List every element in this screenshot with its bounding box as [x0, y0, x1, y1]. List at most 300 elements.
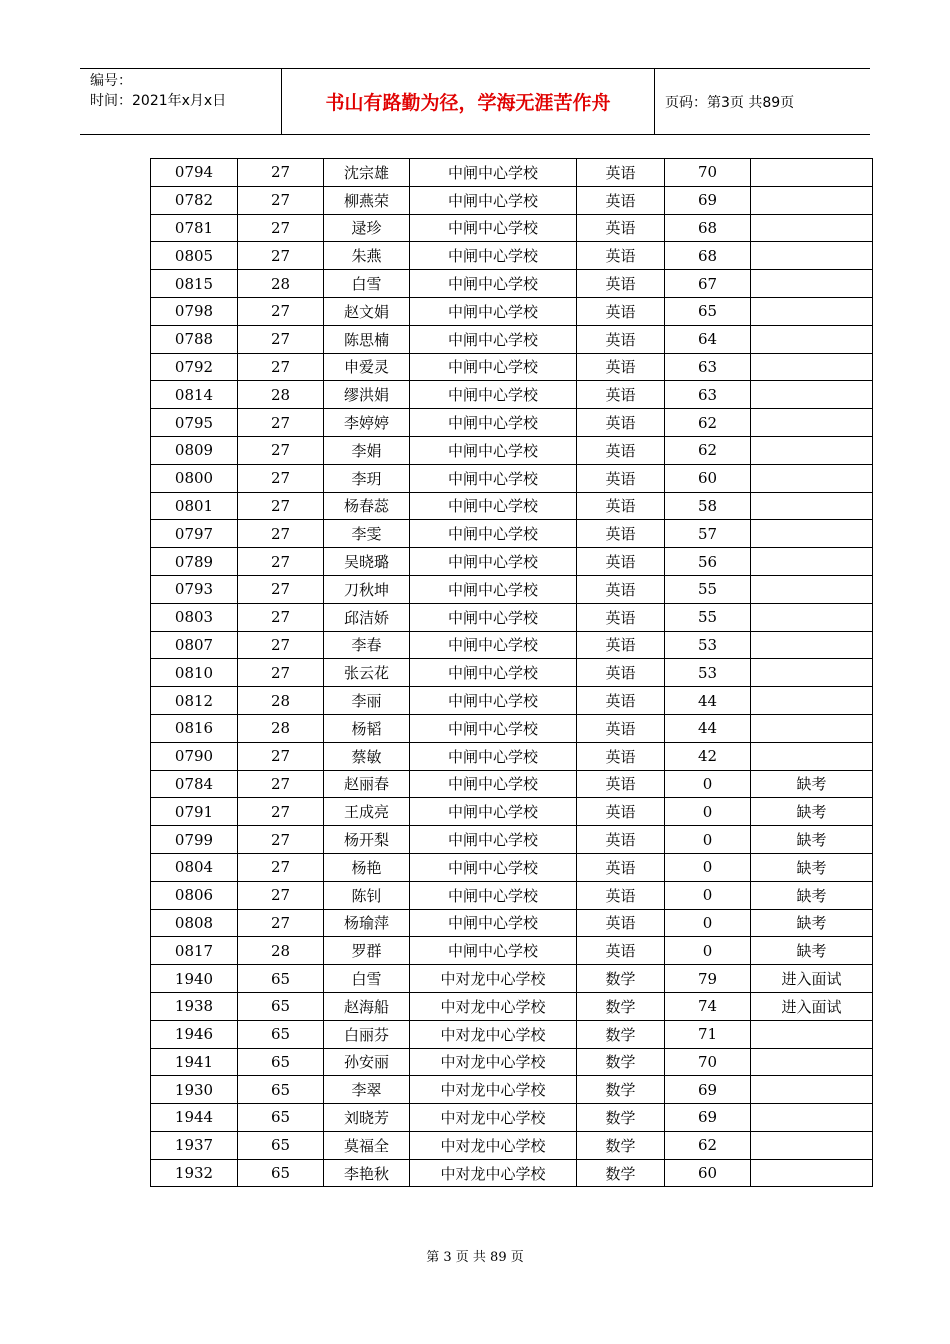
exam-number-cell: 0793	[151, 575, 238, 603]
candidate-name-cell: 杨瑜萍	[324, 909, 410, 937]
score-cell: 0	[665, 798, 751, 826]
subject-cell: 数学	[577, 965, 665, 993]
exam-number-cell: 1944	[151, 1104, 238, 1132]
table-row	[151, 1131, 873, 1159]
score-cell: 69	[665, 1076, 751, 1104]
score-cell: 56	[665, 548, 751, 576]
candidate-name-cell: 杨韬	[324, 714, 410, 742]
exam-number-cell: 0795	[151, 409, 238, 437]
subject-cell: 英语	[577, 520, 665, 548]
exam-number-cell: 0812	[151, 687, 238, 715]
subject-cell: 英语	[577, 492, 665, 520]
table-row	[151, 1159, 873, 1187]
remark-cell	[751, 742, 873, 770]
subject-cell: 数学	[577, 1020, 665, 1048]
table-row	[151, 381, 873, 409]
score-cell: 69	[665, 186, 751, 214]
exam-number-cell: 0816	[151, 714, 238, 742]
score-cell: 74	[665, 992, 751, 1020]
group-code-cell: 27	[238, 520, 324, 548]
score-cell: 64	[665, 325, 751, 353]
table-row	[151, 992, 873, 1020]
exam-number-cell: 0792	[151, 353, 238, 381]
header-page-info: 页码：第3页 共89页	[665, 94, 795, 111]
score-table-body	[151, 159, 873, 1187]
score-cell: 55	[665, 575, 751, 603]
exam-number-cell: 0781	[151, 214, 238, 242]
exam-number-cell: 0791	[151, 798, 238, 826]
score-cell: 63	[665, 353, 751, 381]
group-code-cell: 27	[238, 909, 324, 937]
subject-cell: 英语	[577, 242, 665, 270]
school-cell: 中闸中心学校	[410, 214, 577, 242]
remark-cell	[751, 1131, 873, 1159]
table-row	[151, 575, 873, 603]
remark-cell	[751, 381, 873, 409]
candidate-name-cell: 杨春蕊	[324, 492, 410, 520]
table-row	[151, 409, 873, 437]
score-cell: 0	[665, 826, 751, 854]
candidate-name-cell: 朱燕	[324, 242, 410, 270]
table-row	[151, 603, 873, 631]
subject-cell: 英语	[577, 353, 665, 381]
exam-number-cell: 0799	[151, 826, 238, 854]
group-code-cell: 27	[238, 575, 324, 603]
subject-cell: 英语	[577, 770, 665, 798]
subject-cell: 英语	[577, 742, 665, 770]
score-cell: 79	[665, 965, 751, 993]
exam-number-cell: 0797	[151, 520, 238, 548]
subject-cell: 英语	[577, 937, 665, 965]
table-row	[151, 687, 873, 715]
remark-cell	[751, 520, 873, 548]
group-code-cell: 27	[238, 603, 324, 631]
candidate-name-cell: 李丽	[324, 687, 410, 715]
candidate-name-cell: 罗群	[324, 937, 410, 965]
subject-cell: 数学	[577, 1076, 665, 1104]
table-row	[151, 631, 873, 659]
candidate-name-cell: 赵海船	[324, 992, 410, 1020]
school-cell: 中闸中心学校	[410, 381, 577, 409]
candidate-name-cell: 赵丽春	[324, 770, 410, 798]
exam-number-cell: 1932	[151, 1159, 238, 1187]
table-row	[151, 770, 873, 798]
score-cell: 68	[665, 242, 751, 270]
group-code-cell: 27	[238, 214, 324, 242]
school-cell: 中闸中心学校	[410, 798, 577, 826]
group-code-cell: 28	[238, 937, 324, 965]
subject-cell: 英语	[577, 548, 665, 576]
remark-cell	[751, 159, 873, 187]
group-code-cell: 27	[238, 409, 324, 437]
candidate-name-cell: 白雪	[324, 965, 410, 993]
group-code-cell: 27	[238, 325, 324, 353]
remark-cell: 缺考	[751, 853, 873, 881]
subject-cell: 英语	[577, 325, 665, 353]
subject-cell: 英语	[577, 603, 665, 631]
group-code-cell: 27	[238, 159, 324, 187]
school-cell: 中闸中心学校	[410, 714, 577, 742]
exam-number-cell: 0803	[151, 603, 238, 631]
table-row	[151, 659, 873, 687]
subject-cell: 英语	[577, 659, 665, 687]
group-code-cell: 65	[238, 1076, 324, 1104]
score-table	[150, 158, 873, 1187]
subject-cell: 数学	[577, 1104, 665, 1132]
school-cell: 中闸中心学校	[410, 575, 577, 603]
table-row	[151, 798, 873, 826]
subject-cell: 英语	[577, 270, 665, 298]
score-cell: 42	[665, 742, 751, 770]
group-code-cell: 65	[238, 1104, 324, 1132]
document-number-label: 编号：	[90, 73, 132, 89]
remark-cell	[751, 1104, 873, 1132]
group-code-cell: 27	[238, 242, 324, 270]
school-cell: 中闸中心学校	[410, 242, 577, 270]
subject-cell: 英语	[577, 464, 665, 492]
group-code-cell: 65	[238, 965, 324, 993]
exam-number-cell: 0806	[151, 881, 238, 909]
group-code-cell: 27	[238, 826, 324, 854]
subject-cell: 英语	[577, 409, 665, 437]
table-row	[151, 186, 873, 214]
subject-cell: 数学	[577, 1048, 665, 1076]
subject-cell: 英语	[577, 909, 665, 937]
score-cell: 62	[665, 436, 751, 464]
candidate-name-cell: 陈钊	[324, 881, 410, 909]
remark-cell	[751, 436, 873, 464]
group-code-cell: 28	[238, 714, 324, 742]
table-row	[151, 214, 873, 242]
score-cell: 70	[665, 1048, 751, 1076]
candidate-name-cell: 柳燕荣	[324, 186, 410, 214]
remark-cell	[751, 214, 873, 242]
exam-number-cell: 0789	[151, 548, 238, 576]
exam-number-cell: 0782	[151, 186, 238, 214]
remark-cell	[751, 297, 873, 325]
remark-cell	[751, 1048, 873, 1076]
group-code-cell: 27	[238, 548, 324, 576]
remark-cell: 缺考	[751, 937, 873, 965]
score-cell: 69	[665, 1104, 751, 1132]
remark-cell	[751, 186, 873, 214]
subject-cell: 数学	[577, 1131, 665, 1159]
table-row	[151, 1048, 873, 1076]
exam-number-cell: 0794	[151, 159, 238, 187]
table-row	[151, 492, 873, 520]
subject-cell: 英语	[577, 826, 665, 854]
score-cell: 60	[665, 1159, 751, 1187]
table-row	[151, 270, 873, 298]
school-cell: 中对龙中心学校	[410, 992, 577, 1020]
subject-cell: 英语	[577, 186, 665, 214]
remark-cell: 缺考	[751, 881, 873, 909]
exam-number-cell: 0808	[151, 909, 238, 937]
exam-number-cell: 1941	[151, 1048, 238, 1076]
table-row	[151, 909, 873, 937]
remark-cell: 缺考	[751, 798, 873, 826]
score-cell: 70	[665, 159, 751, 187]
school-cell: 中闸中心学校	[410, 742, 577, 770]
header-left-cell	[80, 69, 282, 134]
exam-number-cell: 1930	[151, 1076, 238, 1104]
school-cell: 中闸中心学校	[410, 159, 577, 187]
group-code-cell: 65	[238, 992, 324, 1020]
candidate-name-cell: 邱洁娇	[324, 603, 410, 631]
table-row	[151, 826, 873, 854]
table-row	[151, 520, 873, 548]
subject-cell: 数学	[577, 1159, 665, 1187]
exam-number-cell: 0801	[151, 492, 238, 520]
candidate-name-cell: 白雪	[324, 270, 410, 298]
group-code-cell: 27	[238, 297, 324, 325]
remark-cell	[751, 1076, 873, 1104]
exam-number-cell: 0809	[151, 436, 238, 464]
school-cell: 中闸中心学校	[410, 603, 577, 631]
score-cell: 57	[665, 520, 751, 548]
page-footer: 第 3 页 共 89 页	[426, 1250, 524, 1265]
candidate-name-cell: 赵文娟	[324, 297, 410, 325]
group-code-cell: 27	[238, 798, 324, 826]
table-row	[151, 325, 873, 353]
score-cell: 44	[665, 714, 751, 742]
remark-cell	[751, 353, 873, 381]
table-row	[151, 853, 873, 881]
exam-number-cell: 0788	[151, 325, 238, 353]
exam-number-cell: 0804	[151, 853, 238, 881]
candidate-name-cell: 李玥	[324, 464, 410, 492]
school-cell: 中闸中心学校	[410, 353, 577, 381]
score-cell: 0	[665, 937, 751, 965]
group-code-cell: 27	[238, 631, 324, 659]
score-cell: 60	[665, 464, 751, 492]
candidate-name-cell: 陈思楠	[324, 325, 410, 353]
group-code-cell: 65	[238, 1020, 324, 1048]
school-cell: 中闸中心学校	[410, 881, 577, 909]
group-code-cell: 27	[238, 492, 324, 520]
remark-cell	[751, 492, 873, 520]
score-cell: 62	[665, 1131, 751, 1159]
subject-cell: 英语	[577, 798, 665, 826]
school-cell: 中对龙中心学校	[410, 1131, 577, 1159]
remark-cell	[751, 603, 873, 631]
school-cell: 中对龙中心学校	[410, 1020, 577, 1048]
remark-cell	[751, 270, 873, 298]
school-cell: 中闸中心学校	[410, 631, 577, 659]
candidate-name-cell: 吴晓璐	[324, 548, 410, 576]
score-cell: 65	[665, 297, 751, 325]
table-row	[151, 297, 873, 325]
group-code-cell: 27	[238, 881, 324, 909]
school-cell: 中闸中心学校	[410, 548, 577, 576]
score-cell: 0	[665, 909, 751, 937]
candidate-name-cell: 张云花	[324, 659, 410, 687]
remark-cell: 缺考	[751, 826, 873, 854]
school-cell: 中闸中心学校	[410, 270, 577, 298]
remark-cell: 进入面试	[751, 992, 873, 1020]
subject-cell: 英语	[577, 631, 665, 659]
exam-number-cell: 0815	[151, 270, 238, 298]
score-cell: 55	[665, 603, 751, 631]
candidate-name-cell: 刀秋坤	[324, 575, 410, 603]
candidate-name-cell: 孙安丽	[324, 1048, 410, 1076]
school-cell: 中闸中心学校	[410, 325, 577, 353]
school-cell: 中对龙中心学校	[410, 1159, 577, 1187]
exam-number-cell: 0790	[151, 742, 238, 770]
table-row	[151, 242, 873, 270]
school-cell: 中闸中心学校	[410, 659, 577, 687]
exam-number-cell: 1937	[151, 1131, 238, 1159]
table-row	[151, 464, 873, 492]
candidate-name-cell: 蔡敏	[324, 742, 410, 770]
school-cell: 中对龙中心学校	[410, 1104, 577, 1132]
page-header	[80, 68, 870, 135]
remark-cell	[751, 575, 873, 603]
candidate-name-cell: 沈宗雄	[324, 159, 410, 187]
remark-cell	[751, 714, 873, 742]
exam-number-cell: 1940	[151, 965, 238, 993]
group-code-cell: 28	[238, 381, 324, 409]
exam-number-cell: 1946	[151, 1020, 238, 1048]
score-cell: 0	[665, 853, 751, 881]
table-row	[151, 881, 873, 909]
school-cell: 中闸中心学校	[410, 436, 577, 464]
subject-cell: 英语	[577, 714, 665, 742]
candidate-name-cell: 李翠	[324, 1076, 410, 1104]
exam-number-cell: 0810	[151, 659, 238, 687]
group-code-cell: 27	[238, 853, 324, 881]
school-cell: 中闸中心学校	[410, 770, 577, 798]
subject-cell: 英语	[577, 436, 665, 464]
table-row	[151, 436, 873, 464]
table-row	[151, 548, 873, 576]
exam-number-cell: 0807	[151, 631, 238, 659]
subject-cell: 英语	[577, 159, 665, 187]
group-code-cell: 27	[238, 659, 324, 687]
subject-cell: 英语	[577, 297, 665, 325]
school-cell: 中对龙中心学校	[410, 1048, 577, 1076]
group-code-cell: 28	[238, 687, 324, 715]
school-cell: 中闸中心学校	[410, 520, 577, 548]
group-code-cell: 27	[238, 770, 324, 798]
candidate-name-cell: 申爱灵	[324, 353, 410, 381]
score-cell: 71	[665, 1020, 751, 1048]
score-cell: 53	[665, 659, 751, 687]
group-code-cell: 27	[238, 186, 324, 214]
exam-number-cell: 0798	[151, 297, 238, 325]
remark-cell	[751, 325, 873, 353]
school-cell: 中闸中心学校	[410, 297, 577, 325]
subject-cell: 英语	[577, 214, 665, 242]
remark-cell	[751, 1020, 873, 1048]
document-date-label: 时间：2021年x月x日	[90, 93, 227, 109]
school-cell: 中闸中心学校	[410, 937, 577, 965]
remark-cell	[751, 242, 873, 270]
table-row	[151, 1104, 873, 1132]
score-cell: 0	[665, 881, 751, 909]
table-row	[151, 353, 873, 381]
candidate-name-cell: 杨开梨	[324, 826, 410, 854]
candidate-name-cell: 白丽芬	[324, 1020, 410, 1048]
subject-cell: 英语	[577, 853, 665, 881]
candidate-name-cell: 李艳秋	[324, 1159, 410, 1187]
score-cell: 68	[665, 214, 751, 242]
candidate-name-cell: 李春	[324, 631, 410, 659]
candidate-name-cell: 缪洪娟	[324, 381, 410, 409]
group-code-cell: 27	[238, 464, 324, 492]
header-motto: 书山有路勤为径，学海无涯苦作舟	[282, 69, 655, 134]
school-cell: 中闸中心学校	[410, 909, 577, 937]
table-row	[151, 1020, 873, 1048]
school-cell: 中闸中心学校	[410, 826, 577, 854]
candidate-name-cell: 李娟	[324, 436, 410, 464]
candidate-name-cell: 刘晓芳	[324, 1104, 410, 1132]
remark-cell	[751, 1159, 873, 1187]
table-row	[151, 159, 873, 187]
exam-number-cell: 0800	[151, 464, 238, 492]
table-row	[151, 742, 873, 770]
exam-number-cell: 0784	[151, 770, 238, 798]
score-cell: 53	[665, 631, 751, 659]
table-row	[151, 965, 873, 993]
exam-number-cell: 0805	[151, 242, 238, 270]
school-cell: 中闸中心学校	[410, 492, 577, 520]
candidate-name-cell: 王成亮	[324, 798, 410, 826]
table-row	[151, 1076, 873, 1104]
exam-number-cell: 1938	[151, 992, 238, 1020]
candidate-name-cell: 杨艳	[324, 853, 410, 881]
subject-cell: 英语	[577, 881, 665, 909]
subject-cell: 英语	[577, 687, 665, 715]
group-code-cell: 27	[238, 742, 324, 770]
candidate-name-cell: 李婷婷	[324, 409, 410, 437]
school-cell: 中对龙中心学校	[410, 1076, 577, 1104]
remark-cell	[751, 409, 873, 437]
exam-number-cell: 0817	[151, 937, 238, 965]
exam-number-cell: 0814	[151, 381, 238, 409]
group-code-cell: 65	[238, 1048, 324, 1076]
school-cell: 中对龙中心学校	[410, 965, 577, 993]
subject-cell: 数学	[577, 992, 665, 1020]
candidate-name-cell: 李雯	[324, 520, 410, 548]
candidate-name-cell: 逯珍	[324, 214, 410, 242]
group-code-cell: 65	[238, 1131, 324, 1159]
school-cell: 中闸中心学校	[410, 853, 577, 881]
remark-cell: 缺考	[751, 770, 873, 798]
remark-cell: 缺考	[751, 909, 873, 937]
table-row	[151, 937, 873, 965]
school-cell: 中闸中心学校	[410, 409, 577, 437]
remark-cell	[751, 548, 873, 576]
subject-cell: 英语	[577, 381, 665, 409]
score-cell: 62	[665, 409, 751, 437]
remark-cell: 进入面试	[751, 965, 873, 993]
school-cell: 中闸中心学校	[410, 186, 577, 214]
school-cell: 中闸中心学校	[410, 464, 577, 492]
school-cell: 中闸中心学校	[410, 687, 577, 715]
remark-cell	[751, 687, 873, 715]
table-row	[151, 714, 873, 742]
score-cell: 44	[665, 687, 751, 715]
subject-cell: 英语	[577, 575, 665, 603]
candidate-name-cell: 莫福全	[324, 1131, 410, 1159]
group-code-cell: 28	[238, 270, 324, 298]
group-code-cell: 65	[238, 1159, 324, 1187]
group-code-cell: 27	[238, 353, 324, 381]
score-cell: 63	[665, 381, 751, 409]
remark-cell	[751, 631, 873, 659]
remark-cell	[751, 659, 873, 687]
